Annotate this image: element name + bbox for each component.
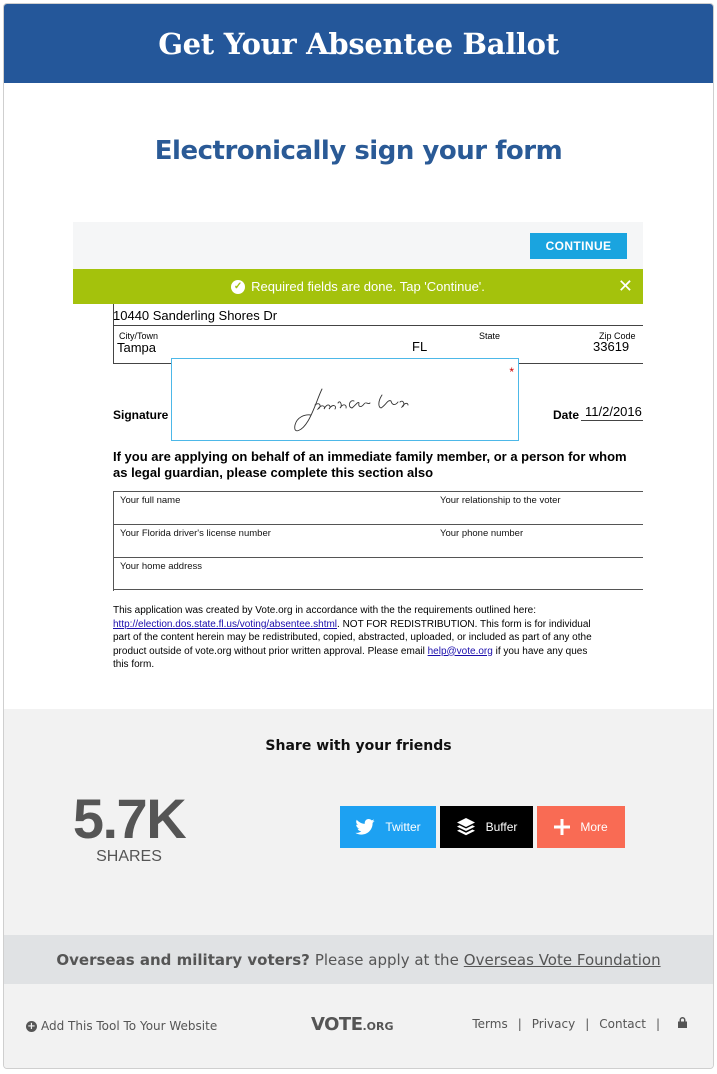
guardian-form-grid [113, 491, 643, 590]
contact-link[interactable]: Contact [599, 1017, 646, 1031]
plus-icon [554, 819, 570, 835]
overseas-banner [4, 935, 713, 984]
fine-print-text: if you have any ques [492, 645, 588, 657]
share-section [4, 709, 713, 935]
terms-link[interactable]: Terms [472, 1017, 508, 1031]
twitter-share-button[interactable] [340, 806, 436, 848]
fine-print-line: part of the content herein may be redistributed, copied, abstracted, uploaded, or included as part of any othe [113, 632, 592, 643]
separator: | [585, 1017, 590, 1031]
share-title: Share with your friends [265, 738, 452, 754]
overseas-vote-foundation-link[interactable]: Overseas Vote Foundation [463, 950, 661, 969]
more-label: More [580, 820, 608, 834]
phone-field: Your phone number [440, 528, 524, 539]
buffer-stack-icon [456, 817, 476, 837]
footer-links [472, 1017, 687, 1031]
zip-value: 33619 [593, 339, 630, 354]
required-fields-notice [73, 269, 643, 304]
share-count-number: 5.7K [72, 787, 186, 850]
add-tool-link[interactable] [26, 1019, 217, 1033]
close-icon[interactable]: ✕ [617, 276, 633, 296]
fine-print-line [113, 645, 643, 659]
full-name-field: Your full name [120, 495, 181, 506]
lock-icon[interactable] [678, 1017, 687, 1031]
election-link[interactable]: http://election.dos.state.fl.us/voting/absentee.shtml [113, 618, 338, 630]
help-email-link[interactable]: help@vote.org [427, 645, 493, 657]
header-bar [4, 4, 713, 83]
add-tool-label: Add This Tool To Your Website [41, 1019, 218, 1033]
privacy-link[interactable]: Privacy [531, 1017, 576, 1031]
date-value: 11/2/2016 [585, 404, 642, 419]
vote-org-logo[interactable] [311, 1014, 394, 1035]
form-row [113, 524, 643, 557]
street-value: 10440 Sanderling Shores Dr [113, 308, 278, 323]
logo-main: VOTE [311, 1014, 363, 1035]
date-label: Date [553, 408, 580, 422]
section-heading-line-1: If you are applying on behalf of an immediate family member, or a person for whom [113, 449, 627, 464]
state-label: State [479, 331, 501, 341]
zip-label: Zip Code [599, 331, 636, 341]
page-title: Electronically sign your form [154, 136, 563, 166]
license-field: Your Florida driver's license number [120, 528, 271, 539]
home-address-field: Your home address [120, 561, 203, 572]
overseas-text: Please apply at the [314, 950, 459, 969]
continue-button[interactable]: CONTINUE [530, 233, 627, 259]
form-row [113, 491, 643, 524]
guardian-section-heading [113, 449, 643, 481]
logo-suffix: .ORG [362, 1020, 394, 1033]
fine-print-text: . NOT FOR REDISTRIBUTION. This form is for individual [337, 618, 591, 630]
separator: | [517, 1017, 522, 1031]
app-frame [3, 3, 714, 1069]
relationship-field: Your relationship to the voter [440, 495, 561, 506]
viewer-toolbar [73, 222, 643, 269]
more-share-button[interactable] [537, 806, 625, 848]
fine-print-line [113, 618, 643, 632]
share-count-label: SHARES [96, 848, 162, 865]
fine-print [113, 604, 643, 672]
buffer-share-button[interactable] [440, 806, 533, 848]
date-underline [581, 420, 643, 421]
form-row [113, 557, 643, 590]
share-count [64, 789, 194, 865]
signature-label: Signature [113, 408, 169, 422]
fine-print-line: this form. [113, 659, 155, 670]
fine-print-text: product outside of vote.org without prior written approval. Please email [113, 645, 428, 657]
notice-text: Required fields are done. Tap 'Continue'. [251, 279, 485, 294]
header-title: Get Your Absentee Ballot [158, 26, 559, 61]
signature-field[interactable] [171, 358, 519, 441]
document-viewer [73, 222, 643, 677]
street-underline [113, 325, 643, 326]
separator: | [655, 1017, 660, 1031]
overseas-bold: Overseas and military voters? [56, 950, 310, 969]
signature-drawing [172, 359, 518, 440]
plus-circle-icon: + [27, 1020, 36, 1032]
fine-print-line: This application was created by Vote.org in accordance with the the requirements outlined here: [113, 605, 537, 616]
footer [4, 984, 713, 1069]
buffer-label: Buffer [485, 820, 518, 834]
state-value: FL [412, 339, 428, 354]
twitter-icon [355, 819, 375, 835]
required-asterisk: * [509, 365, 514, 379]
section-heading-line-2: as legal guardian, please complete this section also [113, 465, 434, 480]
form-document [73, 304, 643, 677]
check-circle-icon: ✓ [231, 280, 245, 294]
city-value: Tampa [117, 340, 157, 355]
address-box-left-edge [113, 304, 114, 364]
city-label: City/Town [119, 331, 159, 341]
twitter-label: Twitter [385, 820, 421, 834]
